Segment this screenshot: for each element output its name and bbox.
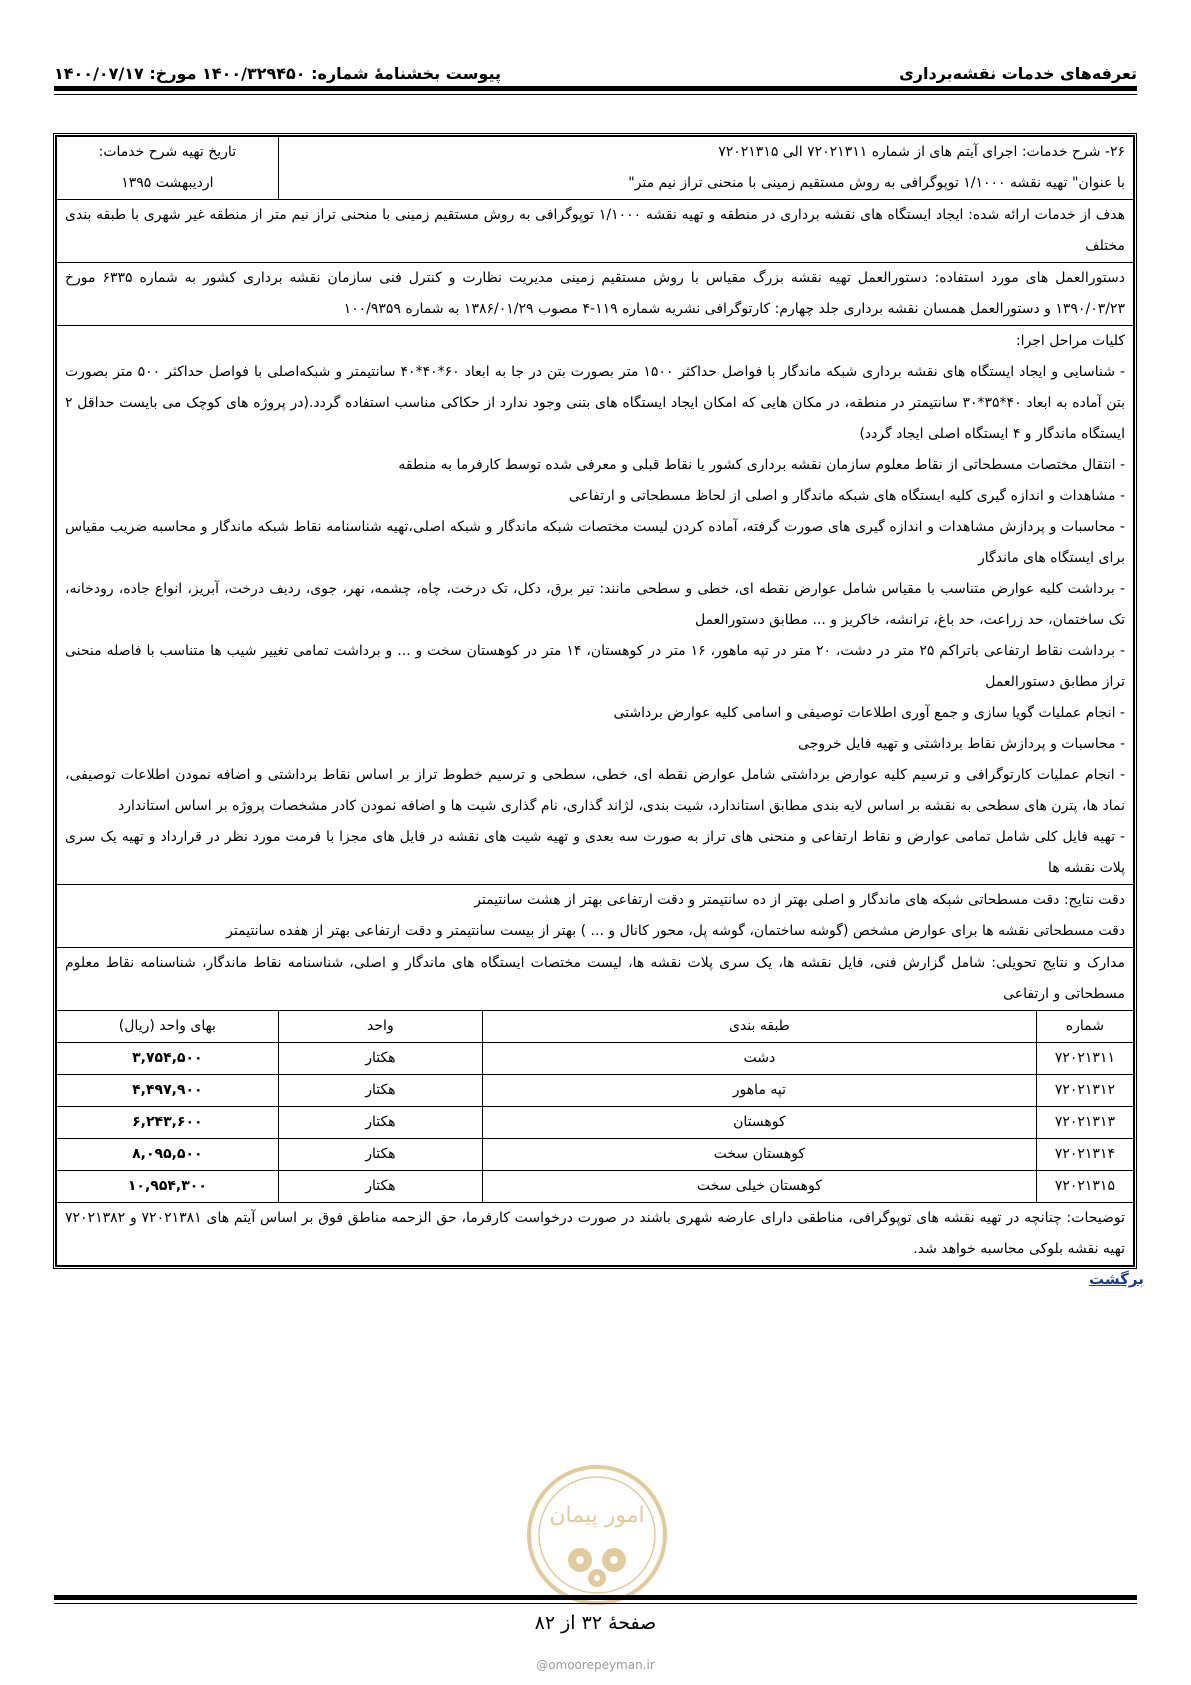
- table-row: [57, 1139, 1134, 1171]
- steps-row: [57, 326, 1134, 885]
- item-unit: هکتار: [278, 1107, 482, 1139]
- document-title: تعرفه‌های خدمات نقشه‌برداری: [899, 64, 1137, 83]
- step-item: - شناسایی و ایجاد ایستگاه های نقشه برداری شبکه ماندگار با فواصل حداکثر ۱۵۰۰ متر بصورت بتن در جا به ابعاد ۶۰*۴۰*۴۰ سانتیمتر و شبکه‌اصلی با فواصل حداکثر ۵۰۰ متر بصورت بتن آماده به ابعاد ۴۰*۳۵*۳۰ سانتیمتر در منطقه، در مکان هایی که امکان ایجاد ایستگاه های بتنی وجود ندارد از حکاکی مناسب استفاده گردد.(در پروژه های کوچک می بایست حداقل ۲ ایستگاه ماندگار و ۴ ایستگاه اصلی ایجاد گردد): [65, 364, 1125, 442]
- item-price: ۳,۷۵۴,۵۰۰: [57, 1043, 279, 1075]
- prep-date-cell: [57, 137, 279, 200]
- item-price: ۱۰,۹۵۴,۳۰۰: [57, 1171, 279, 1203]
- item-category: دشت: [483, 1043, 1037, 1075]
- deliverables-row: [57, 948, 1134, 1011]
- gear-logo-icon: [522, 1460, 672, 1610]
- item-code: ۷۲۰۲۱۳۱۱: [1036, 1043, 1133, 1075]
- step-item: - مشاهدات و اندازه گیری کلیه ایستگاه های شبکه ماندگار و اصلی از لحاظ مسطحاتی و ارتفاعی: [568, 488, 1125, 504]
- goal-text: هدف از خدمات ارائه شده: ایجاد ایستگاه های نقشه برداری در منطقه و تهیه نقشه ۱/۱۰۰۰ توپوگرافی به روش مستقیم زمینی با منحنی تراز نیم متر از منطقه غیر شهری با طبقه بندی مختلف: [57, 200, 1134, 263]
- item-category: تپه ماهور: [483, 1075, 1037, 1107]
- item-category: کوهستان: [483, 1107, 1037, 1139]
- table-row: [57, 1075, 1134, 1107]
- service-description-line1: ۲۶- شرح خدمات: اجرای آیتم های از شماره ۷۲۰۲۱۳۱۱ الی ۷۲۰۲۱۳۱۵: [718, 144, 1125, 160]
- attachment-number: ۱۴۰۰/۳۲۹۴۵۰: [202, 64, 306, 83]
- step-item: - انتقال مختصات مسطحاتی از نقاط معلوم سازمان نقشه برداری کشور یا نقاط قبلی و معرفی شده توسط کارفرما به منطقه: [398, 457, 1125, 473]
- col-header-code: شماره: [1036, 1011, 1133, 1043]
- goal-row: [57, 200, 1134, 263]
- attachment-label: پیوست بخشنامهٔ شماره:: [311, 64, 501, 83]
- page-number: صفحهٔ ۳۲ از ۸۲: [534, 1612, 657, 1634]
- item-unit: هکتار: [278, 1075, 482, 1107]
- logo-text: امور پیمان: [549, 1503, 645, 1528]
- notes-row: [57, 1203, 1134, 1266]
- step-item: - محاسبات و پردازش مشاهدات و اندازه گیری های صورت گرفته، آماده کردن لیست مختصات شبکه ماندگار و شبکه اصلی،تهیه شناسنامه نقاط شبکه ماندگار و محاسبه ضریب مقیاس برای ایستگاه های ماندگار: [65, 519, 1125, 566]
- item-code: ۷۲۰۲۱۳۱۳: [1036, 1107, 1133, 1139]
- col-header-category: طبقه بندی: [483, 1011, 1037, 1043]
- prep-date-label: تاریخ تهیه شرح خدمات:: [98, 144, 237, 160]
- step-item: - برداشت کلیه عوارض متناسب با مقیاس شامل عوارض نقطه ای، خطی و سطحی مانند: تیر برق، دکل، تک درخت، چاه، چشمه، نهر، جوی، ردیف درخت، آبریز، انواع جاده، رودخانه، تک ساختمان، حد زراعت، حد باغ، ترانشه، خاکریز و ... مطابق دستورالعمل: [65, 581, 1125, 628]
- step-item: - تهیه فایل کلی شامل تمامی عوارض و نقاط ارتفاعی و منحنی های تراز به صورت سه بعدی و تهیه شیت های نقشه در فایل های مجزا با فرمت مورد نظر در قرارداد و تهیه یک سری پلات نقشه ها: [65, 829, 1125, 876]
- item-price: ۸,۰۹۵,۵۰۰: [57, 1139, 279, 1171]
- item-price: ۶,۲۴۳,۶۰۰: [57, 1107, 279, 1139]
- item-unit: هکتار: [278, 1043, 482, 1075]
- step-item: - محاسبات و پردازش نقاط برداشتی و تهیه فایل خروجی: [798, 736, 1125, 752]
- item-category: کوهستان خیلی سخت: [483, 1171, 1037, 1203]
- date-value: ۱۴۰۰/۰۷/۱۷: [54, 64, 144, 83]
- attachment-reference: [54, 64, 501, 83]
- notes-text: توضیحات: چنانچه در تهیه نقشه های توپوگرافی، مناطقی دارای عارضه شهری باشند در صورت درخواست کارفرما، حق الزحمه مناطق فوق بر اساس آیتم های ۷۲۰۲۱۳۸۱ و ۷۲۰۲۱۳۸۲ تهیه نقشه بلوکی محاسبه خواهد شد.: [57, 1203, 1134, 1266]
- header-rule-thin: [54, 94, 1137, 95]
- accuracy-block: [57, 885, 1134, 948]
- back-link[interactable]: برگشت: [1089, 1270, 1144, 1288]
- col-header-unit: واحد: [278, 1011, 482, 1043]
- accuracy-row: [57, 885, 1134, 948]
- table-row: [57, 1171, 1134, 1203]
- item-code: ۷۲۰۲۱۳۱۴: [1036, 1139, 1133, 1171]
- footer-rule-thin: [54, 1603, 1137, 1604]
- item-code: ۷۲۰۲۱۳۱۲: [1036, 1075, 1133, 1107]
- table-row: [57, 1043, 1134, 1075]
- service-spec-box: [53, 133, 1137, 1269]
- service-description: [278, 137, 1133, 200]
- date-label: مورخ:: [149, 64, 197, 83]
- step-item: - انجام عملیات کارتوگرافی و ترسیم کلیه عوارض برداشتی شامل عوارض نقطه ای، خطی، سطحی و ترسیم خطوط تراز بر اساس نقاط برداشتی و اضافه نمودن اطلاعات توصیفی، نماد ها، پترن های سطحی به نقشه بر اساس لایه بندی مطابق استاندارد، شیت بندی، لژاند گذاری، نام گذاری شیت ها و اضافه نمودن کادر مشخصات پروژه بر اساس استاندارد: [65, 767, 1125, 814]
- service-description-line2: با عنوان" تهیه نقشه ۱/۱۰۰۰ توپوگرافی به روش مستقیم زمینی با منحنی تراز نیم متر": [628, 175, 1125, 191]
- accuracy-line: دقت نتایج: دقت مسطحاتی شبکه های ماندگار و اصلی بهتر از ده سانتیمتر و دقت ارتفاعی بهتر از هشت سانتیمتر: [474, 892, 1125, 908]
- service-table: [56, 136, 1134, 1266]
- deliverables-text: مدارک و نتایج تحویلی: شامل گزارش فنی، فایل نقشه ها، یک سری پلات نقشه ها، لیست مختصات ایستگاه های ماندگار و اصلی، شناسنامه نقاط ماندگار، شناسنامه نقاط معلوم مسطحاتی و ارتفاعی: [57, 948, 1134, 1011]
- header-rule: [54, 86, 1137, 91]
- step-item: - انجام عملیات گویا سازی و جمع آوری اطلاعات توصیفی و اسامی کلیه عوارض برداشتی: [613, 705, 1125, 721]
- instructions-row: [57, 263, 1134, 326]
- service-title-row: [57, 137, 1134, 200]
- col-header-price: بهای واحد (ریال): [57, 1011, 279, 1043]
- watermark-text: @omoorepeyman.ir: [536, 1658, 655, 1672]
- prep-date-value: اردیبهشت ۱۳۹۵: [121, 175, 214, 191]
- steps-title: کلیات مراحل اجرا:: [1015, 333, 1125, 349]
- instructions-text: دستورالعمل های مورد استفاده: دستورالعمل تهیه نقشه بزرگ مقیاس با روش مستقیم زمینی مدیریت نظارت و کنترل فنی سازمان نقشه برداری کشور به شماره ۶۳۳۵ مورخ ۱۳۹۰/۰۳/۲۳ و دستورالعمل همسان نقشه برداری جلد چهارم: کارتوگرافی نشریه شماره ۱۱۹-۴ مصوب ۱۳۸۶/۰۱/۲۹ به شماره ۱۰۰/۹۳۵۹: [57, 263, 1134, 326]
- table-row: [57, 1107, 1134, 1139]
- steps-block: [57, 326, 1134, 885]
- footer-rule: [54, 1595, 1137, 1600]
- item-price: ۴,۴۹۷,۹۰۰: [57, 1075, 279, 1107]
- item-unit: هکتار: [278, 1171, 482, 1203]
- item-unit: هکتار: [278, 1139, 482, 1171]
- item-category: کوهستان سخت: [483, 1139, 1037, 1171]
- price-table-header: [57, 1011, 1134, 1043]
- step-item: - برداشت نقاط ارتفاعی باتراکم ۲۵ متر در دشت، ۲۰ متر در تپه ماهور، ۱۶ متر در کوهستان، ۱۴ متر در کوهستان سخت و ... و برداشت تمامی تغییر شیب ها متناسب با فاصله منحنی تراز مطابق دستورالعمل: [65, 643, 1125, 690]
- accuracy-line: دقت مسطحاتی نقشه ها برای عوارض مشخص (گوشه ساختمان، گوشه پل، محور کانال و ... ) بهتر از بیست سانتیمتر و دقت ارتفاعی بهتر از هفده سانتیمتر: [226, 923, 1125, 939]
- item-code: ۷۲۰۲۱۳۱۵: [1036, 1171, 1133, 1203]
